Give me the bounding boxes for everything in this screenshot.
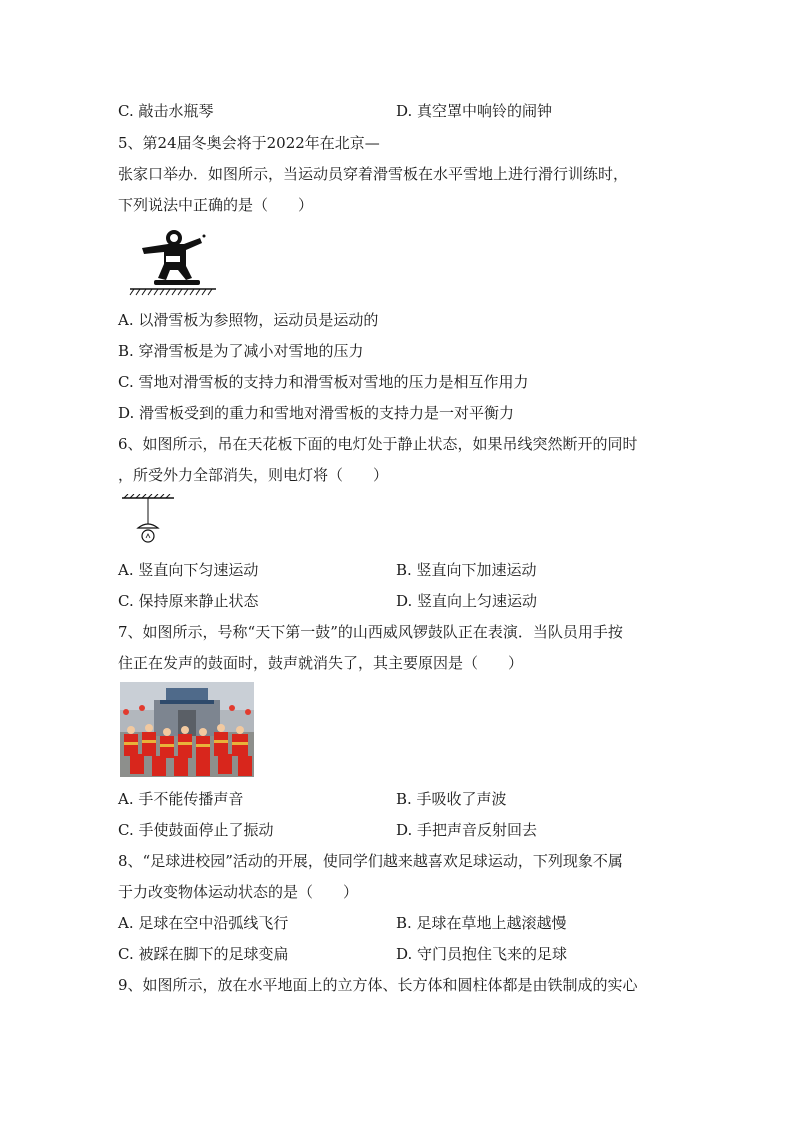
q8-option-c: C. 被踩在脚下的足球变扁 [118,945,289,963]
snowboarder-figure [128,226,218,296]
q7-option-b: B. 手吸收了声波 [396,790,507,808]
hanging-lamp-figure [118,494,178,554]
q5-option-c: C. 雪地对滑雪板的支持力和滑雪板对雪地的压力是相互作用力 [118,373,529,391]
q5-stem-line2: 张家口举办．如图所示，当运动员穿着滑雪板在水平雪地上进行滑行训练时， [118,165,629,183]
q5-option-b: B. 穿滑雪板是为了减小对雪地的压力 [118,342,364,360]
q7-option-d: D. 手把声音反射回去 [396,821,538,839]
q7-stem-line2: 住正在发声的鼓面时，鼓声就消失了，其主要原因是（ ） [118,654,524,672]
q5-option-a: A. 以滑雪板为参照物，运动员是运动的 [118,311,379,329]
q8-option-b: B. 足球在草地上越滚越慢 [396,914,567,932]
q5-option-d: D. 滑雪板受到的重力和雪地对滑雪板的支持力是一对平衡力 [118,404,515,422]
q7-option-a: A. 手不能传播声音 [118,790,244,808]
q6-option-a: A. 竖直向下匀速运动 [118,561,259,579]
q6-stem-line2: ，所受外力全部消失，则电灯将（ ） [118,466,389,484]
q8-option-d: D. 守门员抱住飞来的足球 [396,945,568,963]
q8-stem-line2: 于力改变物体运动状态的是（ ） [118,883,359,901]
q4-option-c: C. 敲击水瓶琴 [118,102,214,120]
q7-option-c: C. 手使鼓面停止了振动 [118,821,274,839]
q6-option-d: D. 竖直向上匀速运动 [396,592,538,610]
q8-stem-line1: 8、“足球进校园”活动的开展，使同学们越来越喜欢足球运动，下列现象不属 [118,852,623,870]
q5-stem-line1: 5、第24届冬奥会将于2022年在北京— [118,134,380,152]
q7-stem-line1: 7、如图所示，号称“天下第一鼓”的山西威风锣鼓队正在表演．当队员用手按 [118,623,623,641]
q8-option-a: A. 足球在空中沿弧线飞行 [118,914,289,932]
q6-option-b: B. 竖直向下加速运动 [396,561,537,579]
drum-performance-photo [120,682,254,777]
q9-stem-line1: 9、如图所示，放在水平地面上的立方体、长方体和圆柱体都是由铁制成的实心 [118,976,638,994]
q6-option-c: C. 保持原来静止状态 [118,592,259,610]
q4-option-d: D. 真空罩中响铃的闹钟 [396,102,553,120]
q6-stem-line1: 6、如图所示，吊在天花板下面的电灯处于静止状态，如果吊线突然断开的同时 [118,435,638,453]
q5-stem-line3: 下列说法中正确的是（ ） [118,196,314,214]
